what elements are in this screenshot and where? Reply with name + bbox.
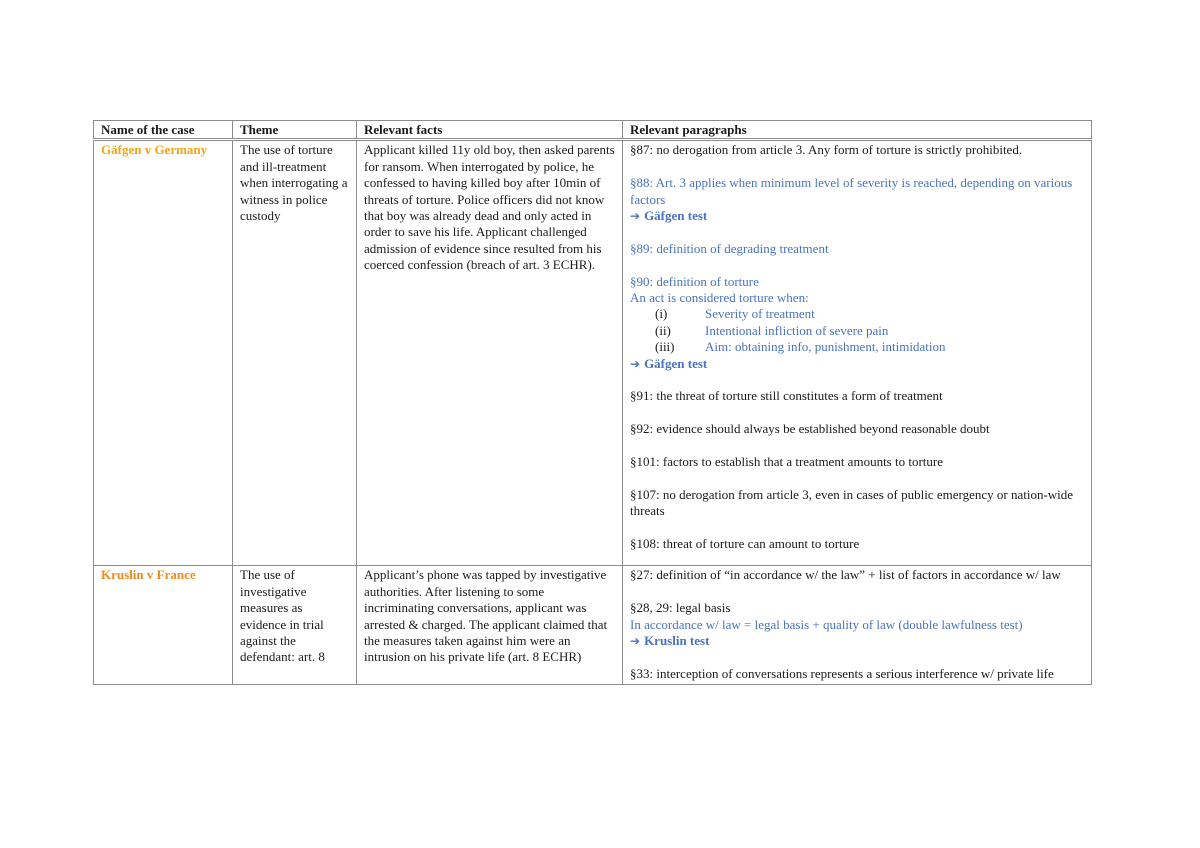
- header-theme: Theme: [233, 121, 357, 140]
- paragraph-27: §27: definition of “in accordance w/ the law” + list of factors in accordance w/ law: [630, 567, 1061, 583]
- paragraph-28-note: In accordance w/ law = legal basis + quality of law (double lawfulness test): [630, 616, 1023, 632]
- list-item-number: (iii): [655, 339, 675, 355]
- paragraph-92: §92: evidence should always be established beyond reasonable doubt: [630, 421, 990, 437]
- paragraph-87: §87: no derogation from article 3. Any form of torture is strictly prohibited.: [630, 142, 1023, 158]
- paragraphs-cell: [623, 140, 1092, 566]
- paragraph-90: §90: definition of torture: [630, 273, 759, 289]
- theme-cell: The use of investigative measures as evidence in trial against the defendant: art. 8: [233, 566, 357, 685]
- list-item-number: (ii): [655, 322, 671, 338]
- case-name: Gäfgen v Germany: [101, 142, 208, 158]
- header-case-name: Name of the case: [94, 121, 233, 140]
- facts-cell: Applicant killed 11y old boy, then asked parents for ransom. When interrogated by police, he confessed to having killed boy after 10min of threats of torture. Police officers did not know that boy was already dead and only acted in order to save his life. Applicant challenged admission of evidence since resulted from his coerced confession (breach of art. 3 ECHR).: [357, 140, 623, 566]
- paragraphs-cell: [623, 566, 1092, 685]
- list-item: [630, 339, 1084, 355]
- case-name-cell: [94, 140, 233, 566]
- paragraph-90-intro: An act is considered torture when:: [630, 290, 809, 306]
- table-row: [94, 140, 1092, 566]
- right-arrow-icon: ➔: [630, 356, 641, 371]
- test-label: Kruslin test: [644, 633, 710, 649]
- list-item-number: (i): [655, 306, 668, 322]
- theme-cell: The use of torture and ill-treatment when interrogating a witness in police custody: [233, 140, 357, 566]
- list-item: [630, 306, 1084, 322]
- test-reference: [630, 633, 1084, 649]
- test-reference: [630, 356, 1084, 372]
- paragraph-91: §91: the threat of torture still constitutes a form of treatment: [630, 388, 943, 404]
- case-name-cell: [94, 566, 233, 685]
- case-name: Kruslin v France: [101, 567, 196, 583]
- table-header-row: [94, 121, 1092, 140]
- paragraph-107: §107: no derogation from article 3, even in cases of public emergency or nation-wide threats: [630, 486, 1074, 519]
- facts-cell: Applicant’s phone was tapped by investigative authorities. After listening to some incriminating conversations, applicant was arrested & charged. The applicant claimed that the measures taken against him were an intrusion on his private life (art. 8 ECHR): [357, 566, 623, 685]
- list-item: [630, 323, 1084, 339]
- paragraph-88: §88: Art. 3 applies when minimum level of severity is reached, depending on various factors: [630, 175, 1073, 207]
- paragraph-108: §108: threat of torture can amount to torture: [630, 536, 860, 552]
- test-reference: [630, 208, 1084, 224]
- table-row: [94, 566, 1092, 685]
- header-relevant-facts: Relevant facts: [357, 121, 623, 140]
- paragraph-28-29: §28, 29: legal basis: [630, 600, 731, 616]
- case-table: [93, 120, 1092, 685]
- right-arrow-icon: ➔: [630, 634, 641, 649]
- paragraph-89: §89: definition of degrading treatment: [630, 240, 829, 256]
- header-relevant-paragraphs: Relevant paragraphs: [623, 121, 1092, 140]
- paragraph-33: §33: interception of conversations represents a serious interference w/ private life: [630, 665, 1054, 681]
- test-label: Gäfgen test: [644, 355, 708, 371]
- right-arrow-icon: ➔: [630, 209, 641, 224]
- list-item-text: Intentional infliction of severe pain: [705, 322, 889, 338]
- list-item-text: Aim: obtaining info, punishment, intimidation: [705, 339, 946, 355]
- test-label: Gäfgen test: [644, 208, 708, 224]
- paragraph-101: §101: factors to establish that a treatment amounts to torture: [630, 454, 944, 470]
- list-item-text: Severity of treatment: [705, 306, 815, 322]
